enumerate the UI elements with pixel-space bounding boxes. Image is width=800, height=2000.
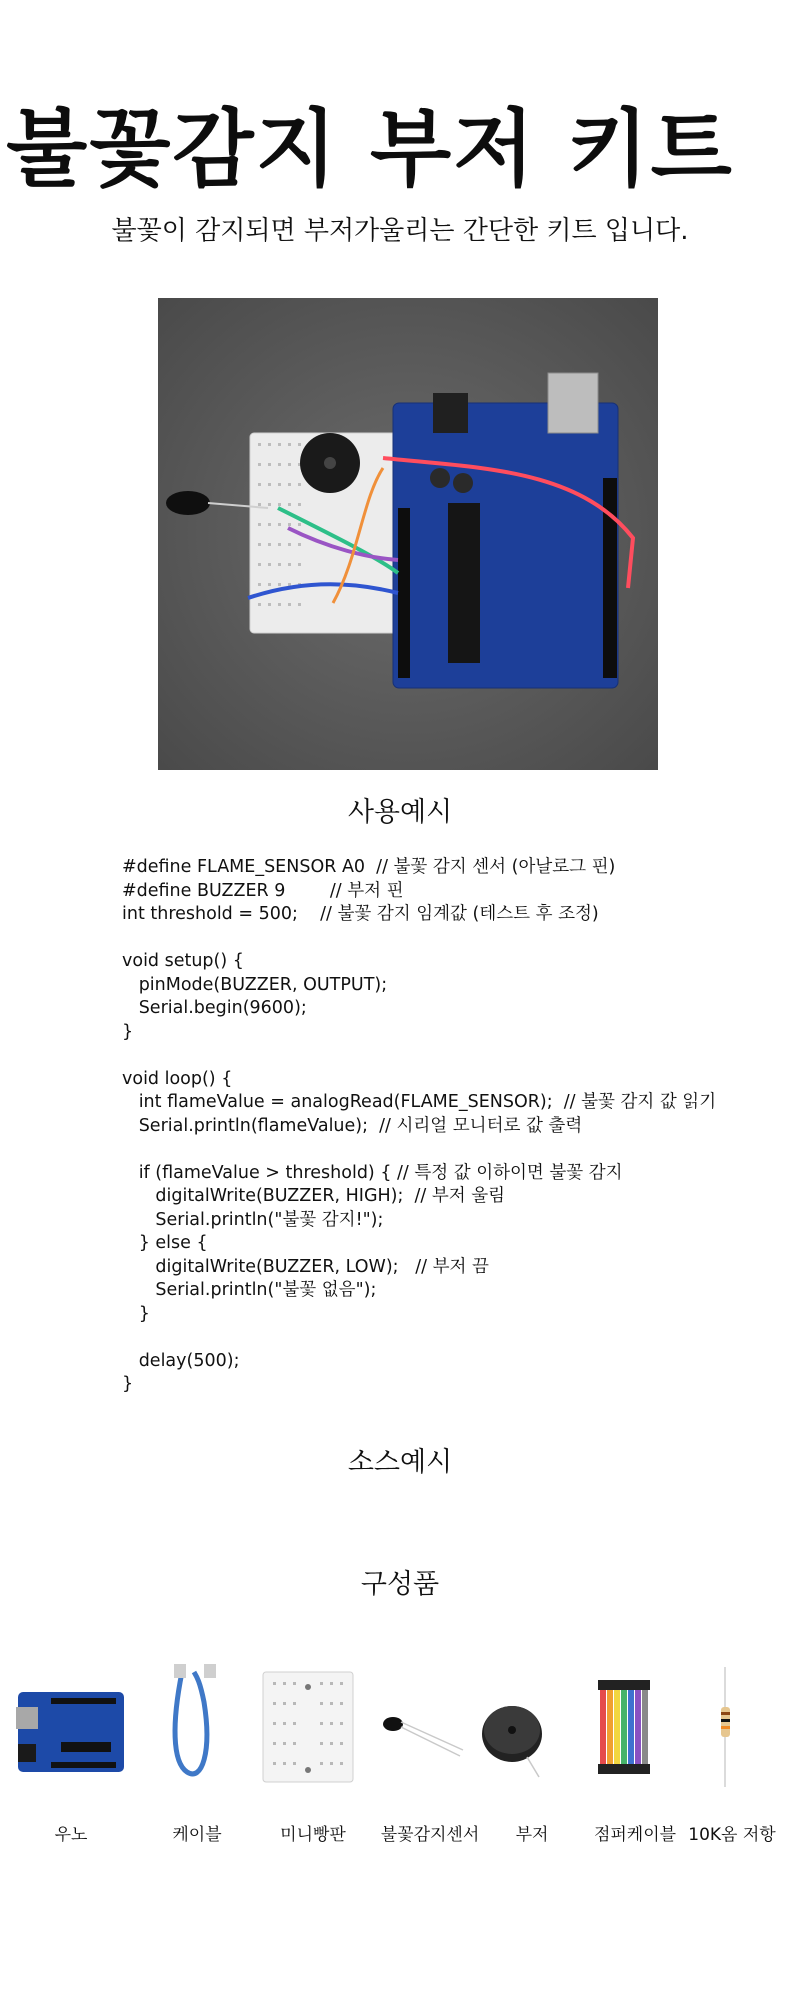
code-line: if (flameValue > threshold) { // 특정 값 이하이면 불꽃 감지: [122, 1162, 623, 1183]
part-label: 미니빵판: [280, 1825, 346, 1845]
flame-sensor-icon: [375, 1662, 485, 1792]
code-line: digitalWrite(BUZZER, HIGH); // 부저 울림: [122, 1186, 506, 1206]
parts-heading: 구성품: [360, 1569, 440, 1600]
code-line: Serial.println("불꽃 감지!");: [122, 1209, 384, 1230]
part-label: 케이블: [172, 1825, 222, 1845]
code-line: void setup() {: [122, 951, 244, 971]
buzzer-icon: [477, 1662, 587, 1792]
code-line: #define FLAME_SENSOR A0 // 불꽃 감지 센서 (아날로그 핀): [122, 857, 616, 877]
mini-breadboard-icon: [258, 1662, 368, 1792]
parts-list: [0, 1662, 800, 1845]
usb-cable-icon: [142, 1662, 252, 1792]
code-line: [122, 927, 762, 951]
code-line: [122, 1326, 762, 1350]
code-line: } else {: [122, 1233, 208, 1253]
usage-heading: 사용예시: [347, 797, 453, 828]
code-line: [122, 1044, 762, 1068]
part-label: 우노: [54, 1825, 88, 1845]
code-line: Serial.println("불꽃 없음");: [122, 1280, 377, 1300]
part-label: 10K옴 저항: [688, 1825, 776, 1845]
page-title: 불꽃감지 부저 키트: [6, 100, 734, 198]
code-line: Serial.println(flameValue); // 시리얼 모니터로 값 출력: [122, 1115, 583, 1136]
part-label: 불꽃감지센서: [380, 1825, 480, 1845]
code-block: [122, 856, 762, 1397]
arduino-uno-icon: [16, 1662, 126, 1792]
code-line: int threshold = 500; // 불꽃 감지 임계값 (테스트 후 조정): [122, 904, 599, 924]
code-line: pinMode(BUZZER, OUTPUT);: [122, 974, 388, 995]
code-line: }: [122, 1021, 134, 1042]
source-heading: 소스예시: [347, 1447, 453, 1478]
code-line: delay(500);: [122, 1350, 240, 1371]
code-line: #define BUZZER 9 // 부저 핀: [122, 880, 404, 901]
code-line: int flameValue = analogRead(FLAME_SENSOR); // 불꽃 감지 값 읽기: [122, 1092, 717, 1112]
kit-assembly-photo: [158, 298, 658, 770]
resistor-icon: [677, 1662, 787, 1792]
code-line: }: [122, 1374, 134, 1394]
page-subtitle: 불꽃이 감지되면 부저가울리는 간단한 키트 입니다.: [111, 216, 689, 246]
code-line: }: [122, 1303, 150, 1324]
part-label: 점퍼케이블: [593, 1825, 677, 1845]
code-line: [122, 1138, 762, 1162]
code-line: void loop() {: [122, 1068, 233, 1089]
code-line: digitalWrite(BUZZER, LOW); // 부저 끔: [122, 1256, 489, 1277]
jumper-cable-icon: [580, 1662, 690, 1792]
part-label: 부저: [515, 1825, 549, 1845]
code-line: Serial.begin(9600);: [122, 998, 307, 1018]
